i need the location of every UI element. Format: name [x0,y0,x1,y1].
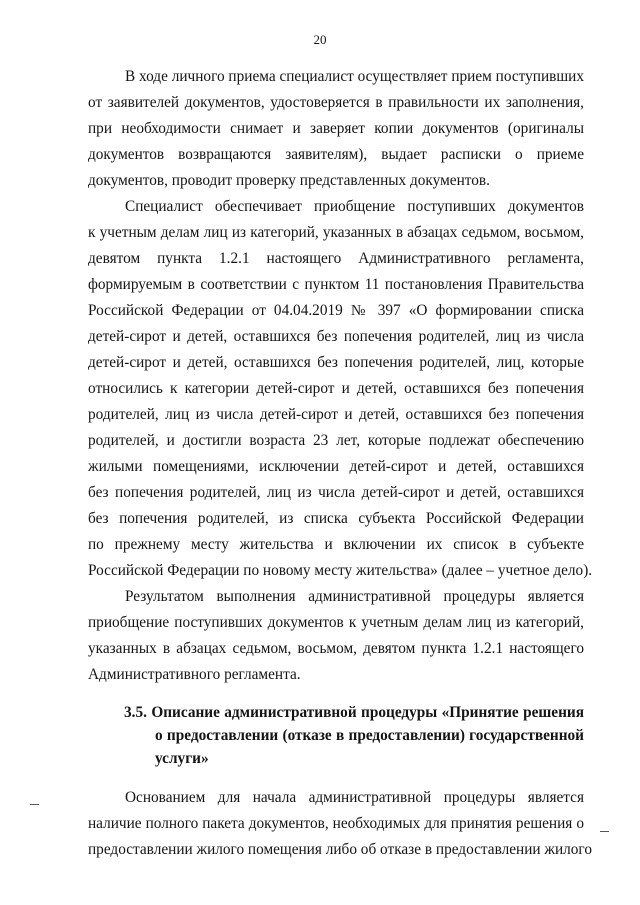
text-line: Результатом выполнения административной процедуры является [125,588,584,605]
text-line: родителей, и достигли возраста 23 лет, которые подлежат обеспечению [88,432,584,449]
margin-mark [30,804,39,805]
text-line: при необходимости снимает и заверяет копии документов (оригиналы [88,120,584,137]
text-line: от заявителей документов, удостоверяется в правильности их заполнения, [88,94,584,111]
text-line: без попечения родителей, из списка субъекта Российской Федерации [88,510,584,527]
text-line: приобщение поступивших документов к учетным делам лиц из категорий, [88,614,584,631]
text-line: жилыми помещениями, исключении детей-сирот и детей, оставшихся [88,458,584,475]
text-line: формируемым в соответствии с пунктом 11 постановления Правительства [88,276,584,293]
text-line: детей-сирот и детей, оставшихся без попечения родителей, лиц из числа [88,328,584,345]
text-line: родителей, лиц из числа детей-сирот и детей, оставшихся без попечения [88,406,584,423]
text-line: В ходе личного приема специалист осуществляет прием поступивших [125,68,584,85]
text-line: детей-сирот и детей, оставшихся без попечения родителей, лиц, которые [88,354,584,371]
page-number: 20 [313,32,327,47]
section-heading-line: о предоставлении (отказе в предоставлении) государственной [155,727,584,744]
text-line: по прежнему месту жительства и включении их список в субъекте [88,536,584,553]
section-heading-line: 3.5. Описание административной процедуры «Принятие решения [124,704,584,721]
text-line: Российской Федерации по новому месту жительства» (далее – учетное дело). [88,562,593,579]
text-line: к учетным делам лиц из категорий, указанных в абзацах седьмом, восьмом, [88,224,584,241]
text-line: наличие полного пакета документов, необходимых для принятия решения о [88,815,584,832]
text-line: предоставлении жилого помещения либо об отказе в предоставлении жилого [88,841,592,858]
section-heading-line: услуги» [155,750,209,767]
text-line: документов, проводит проверку представленных документов. [88,172,490,189]
text-line: Специалист обеспечивает приобщение поступивших документов [125,198,584,215]
text-line: относились к категории детей-сирот и детей, оставшихся без попечения [88,380,584,397]
text-line: Российской Федерации от 04.04.2019 № 397 «О формировании списка [88,302,584,319]
text-line: указанных в абзацах седьмом, восьмом, девятом пункта 1.2.1 настоящего [88,640,584,657]
text-line: без попечения родителей, лиц из числа детей-сирот и детей, оставшихся [88,484,584,501]
text-line: документов возвращаются заявителям), выдает расписки о приеме [88,146,584,163]
text-line: девятом пункта 1.2.1 настоящего Административного регламента, [88,250,584,267]
text-line: Административного регламента. [88,666,301,683]
margin-mark [600,831,609,832]
text-line: Основанием для начала административной процедуры является [125,789,584,806]
